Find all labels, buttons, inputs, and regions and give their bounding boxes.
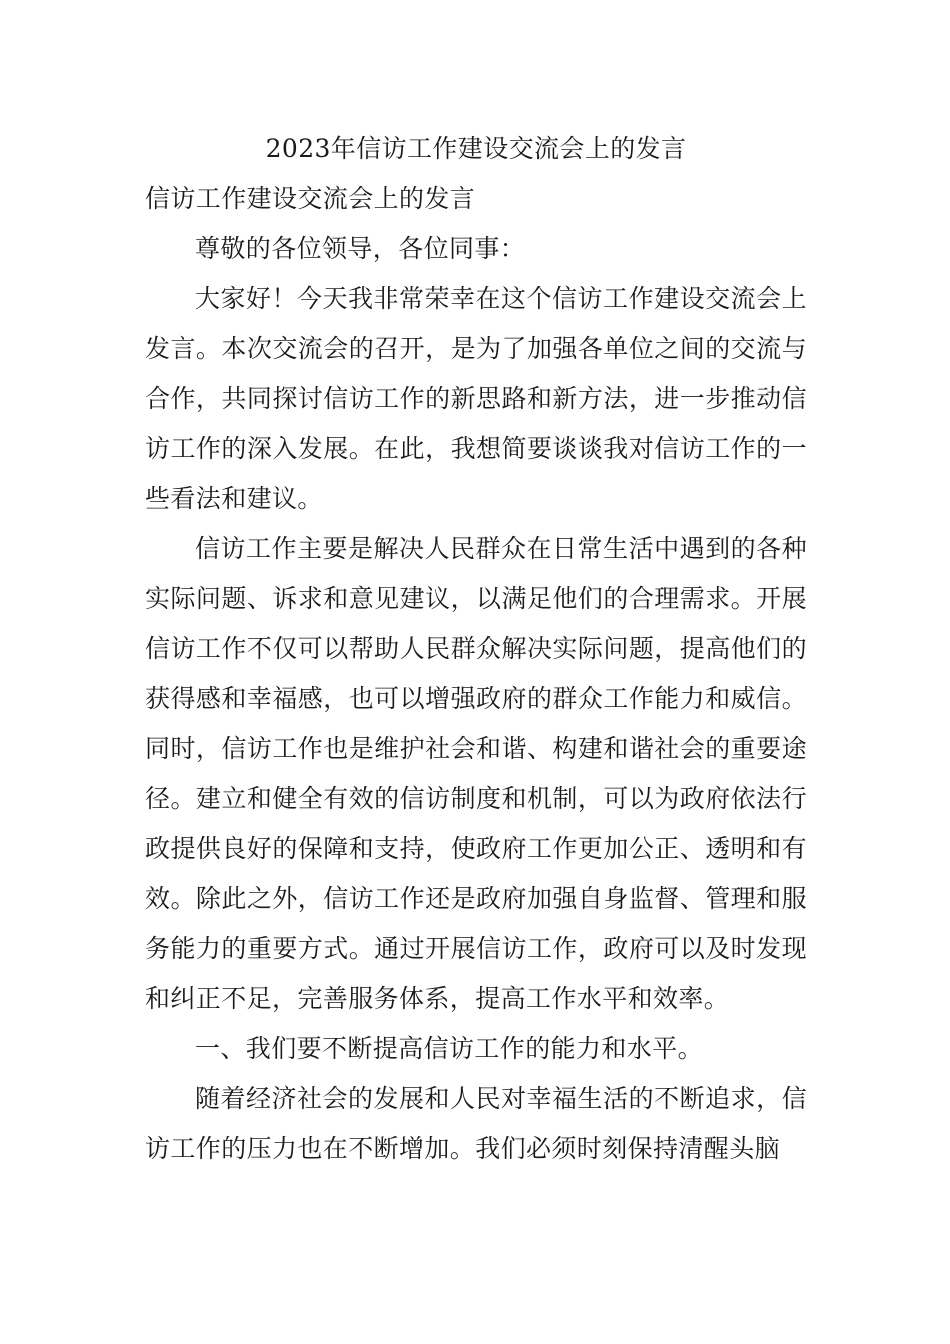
document-body [145, 124, 807, 1174]
document-subtitle: 信访工作建设交流会上的发言 [145, 184, 476, 213]
opening-paragraph: 大家好！今天我非常荣幸在这个信访工作建设交流会上发言。本次交流会的召开，是为了加强各单位之间的交流与合作，共同探讨信访工作的新思路和新方法，进一步推动信访工作的深入发展。在此，我想简要谈谈我对信访工作的一些看法和建议。 [145, 284, 807, 513]
section-heading: 一、我们要不断提高信访工作的能力和水平。 [195, 1034, 704, 1063]
salutation-paragraph: 尊敬的各位领导，各位同事： [195, 234, 526, 263]
body-paragraph: 随着经济社会的发展和人民对幸福生活的不断追求，信访工作的压力也在不断增加。我们必须时刻保持清醒头脑 [145, 1084, 807, 1163]
document-title: 2023年信访工作建设交流会上的发言 [265, 134, 687, 163]
body-paragraph: 信访工作主要是解决人民群众在日常生活中遇到的各种实际问题、诉求和意见建议，以满足他们的合理需求。开展信访工作不仅可以帮助人民群众解决实际问题，提高他们的获得感和幸福感，也可以增强政府的群众工作能力和威信。同时，信访工作也是维护社会和谐、构建和谐社会的重要途径。建立和健全有效的信访制度和机制，可以为政府依法行政提供良好的保障和支持，使政府工作更加公正、透明和有效。除此之外，信访工作还是政府加强自身监督、管理和服务能力的重要方式。通过开展信访工作，政府可以及时发现和纠正不足，完善服务体系，提高工作水平和效率。 [145, 534, 807, 1013]
